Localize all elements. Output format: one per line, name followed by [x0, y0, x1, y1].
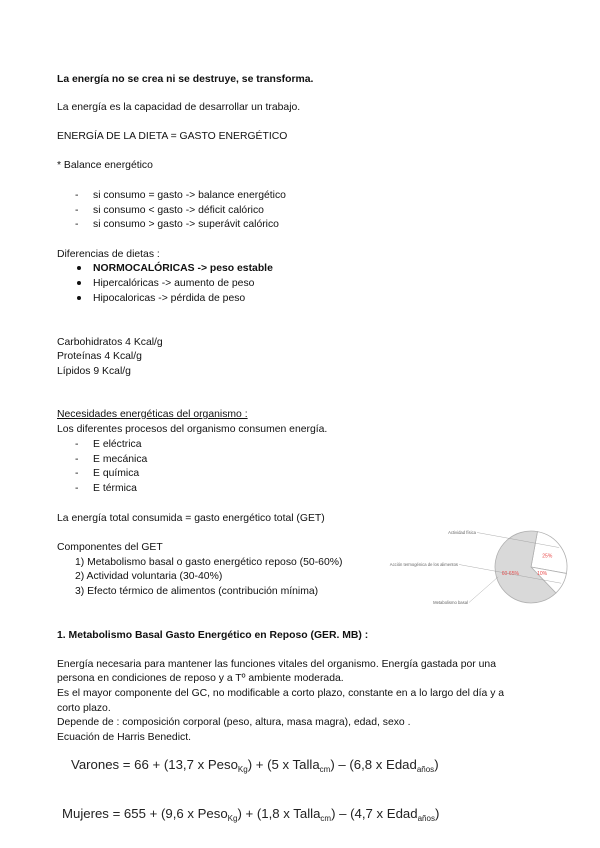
- formula-part: ): [434, 757, 439, 772]
- pie-category-label: Metabolismo basal: [433, 600, 468, 605]
- dash-marker: -: [75, 219, 79, 230]
- pie-category-label: Acción termogénica de los alimentos: [389, 562, 458, 567]
- formula-subscript: cm: [319, 765, 331, 774]
- formula-part: Mujeres = 655 + (9,6 x Peso: [62, 806, 228, 821]
- section1-line: Energía necesaria para mantener las funciones vitales del organismo. Energía gastada por una: [57, 659, 496, 670]
- section1-heading: 1. Metabolismo Basal Gasto Energético en Reposo (GER. MB) :: [57, 630, 369, 641]
- needs-text: Los diferentes procesos del organismo consumen energía.: [57, 424, 328, 435]
- formula-subscript: años: [416, 765, 435, 774]
- pie-category-label: Actividad física: [448, 530, 476, 535]
- list-item: si consumo > gasto -> superávit calórico: [93, 219, 279, 230]
- formula-subscript: Kg: [237, 765, 248, 774]
- dash-marker: -: [75, 483, 79, 494]
- list-item: E mecánica: [93, 454, 148, 465]
- formula-part: ) + (1,8 x Talla: [237, 806, 321, 821]
- dash-marker: -: [75, 454, 79, 465]
- pie-slices: [495, 531, 567, 603]
- list-item: E térmica: [93, 483, 137, 494]
- macro-line: Carbohidratos 4 Kcal/g: [57, 337, 163, 348]
- dash-marker: -: [75, 468, 79, 479]
- list-item: 3) Efecto térmico de alimentos (contribución mínima): [75, 586, 319, 597]
- section1-line: Ecuación de Harris Benedict.: [57, 732, 191, 743]
- pie-leader-line: [469, 577, 498, 603]
- pie-value-label: 10%: [537, 570, 548, 577]
- equation-text: ENERGÍA DE LA DIETA = GASTO ENERGÉTICO: [57, 131, 288, 142]
- list-item: Hipercalóricas -> aumento de peso: [93, 278, 255, 289]
- pie-value-label: 25%: [542, 553, 553, 560]
- list-item: si consumo < gasto -> déficit calórico: [93, 205, 264, 216]
- pie-value-label: 60-65%: [501, 571, 519, 578]
- formula-part: ): [434, 806, 440, 821]
- definition-text: La energía es la capacidad de desarrollar un trabajo.: [57, 102, 301, 113]
- needs-heading: Necesidades energéticas del organismo :: [57, 409, 248, 420]
- bullet-marker: [77, 281, 81, 285]
- dash-marker: -: [75, 190, 79, 201]
- list-item: Hipocaloricas -> pérdida de peso: [93, 293, 246, 304]
- list-item: si consumo = gasto -> balance energético: [93, 190, 286, 201]
- get-text: La energía total consumida = gasto energético total (GET): [57, 513, 325, 524]
- formula-part: ) + (5 x Talla: [247, 757, 320, 772]
- components-heading: Componentes del GET: [57, 542, 163, 553]
- list-item: E eléctrica: [93, 439, 142, 450]
- list-item: 2) Actividad voluntaria (30-40%): [75, 571, 223, 582]
- list-item: E química: [93, 468, 140, 479]
- diets-heading: Diferencias de dietas :: [57, 249, 160, 260]
- list-item: NORMOCALÓRICAS -> peso estable: [93, 263, 273, 274]
- dash-marker: -: [75, 205, 79, 216]
- formula-subscript: Kg: [227, 814, 238, 823]
- macro-line: Lípidos 9 Kcal/g: [57, 366, 131, 377]
- list-item: 1) Metabolismo basal o gasto energético reposo (50-60%): [75, 557, 343, 568]
- bullet-marker: [77, 266, 81, 270]
- formula-men: [71, 757, 439, 774]
- section1-line: corto plazo.: [57, 703, 111, 714]
- balance-heading: * Balance energético: [57, 160, 153, 171]
- dash-marker: -: [75, 439, 79, 450]
- section1-line: Depende de : composición corporal (peso, altura, masa magra), edad, sexo .: [57, 717, 411, 728]
- formula-women: [62, 806, 439, 823]
- formula-part: ) – (4,7 x Edad: [331, 806, 418, 821]
- bullet-marker: [77, 296, 81, 300]
- formula-part: ) – (6,8 x Edad: [330, 757, 417, 772]
- formula-subscript: años: [417, 814, 435, 823]
- formula-subscript: cm: [320, 814, 332, 823]
- page-title: La energía no se crea ni se destruye, se transforma.: [57, 74, 314, 85]
- section1-line: persona en condiciones de reposo y a Tº ambiente moderada.: [57, 673, 344, 684]
- macro-line: Proteínas 4 Kcal/g: [57, 351, 142, 362]
- energy-pie-chart: [389, 526, 578, 608]
- section1-line: Es el mayor componente del GC, no modificable a corto plazo, constante en a lo largo del día y a: [57, 688, 505, 699]
- formula-part: Varones = 66 + (13,7 x Peso: [71, 757, 238, 772]
